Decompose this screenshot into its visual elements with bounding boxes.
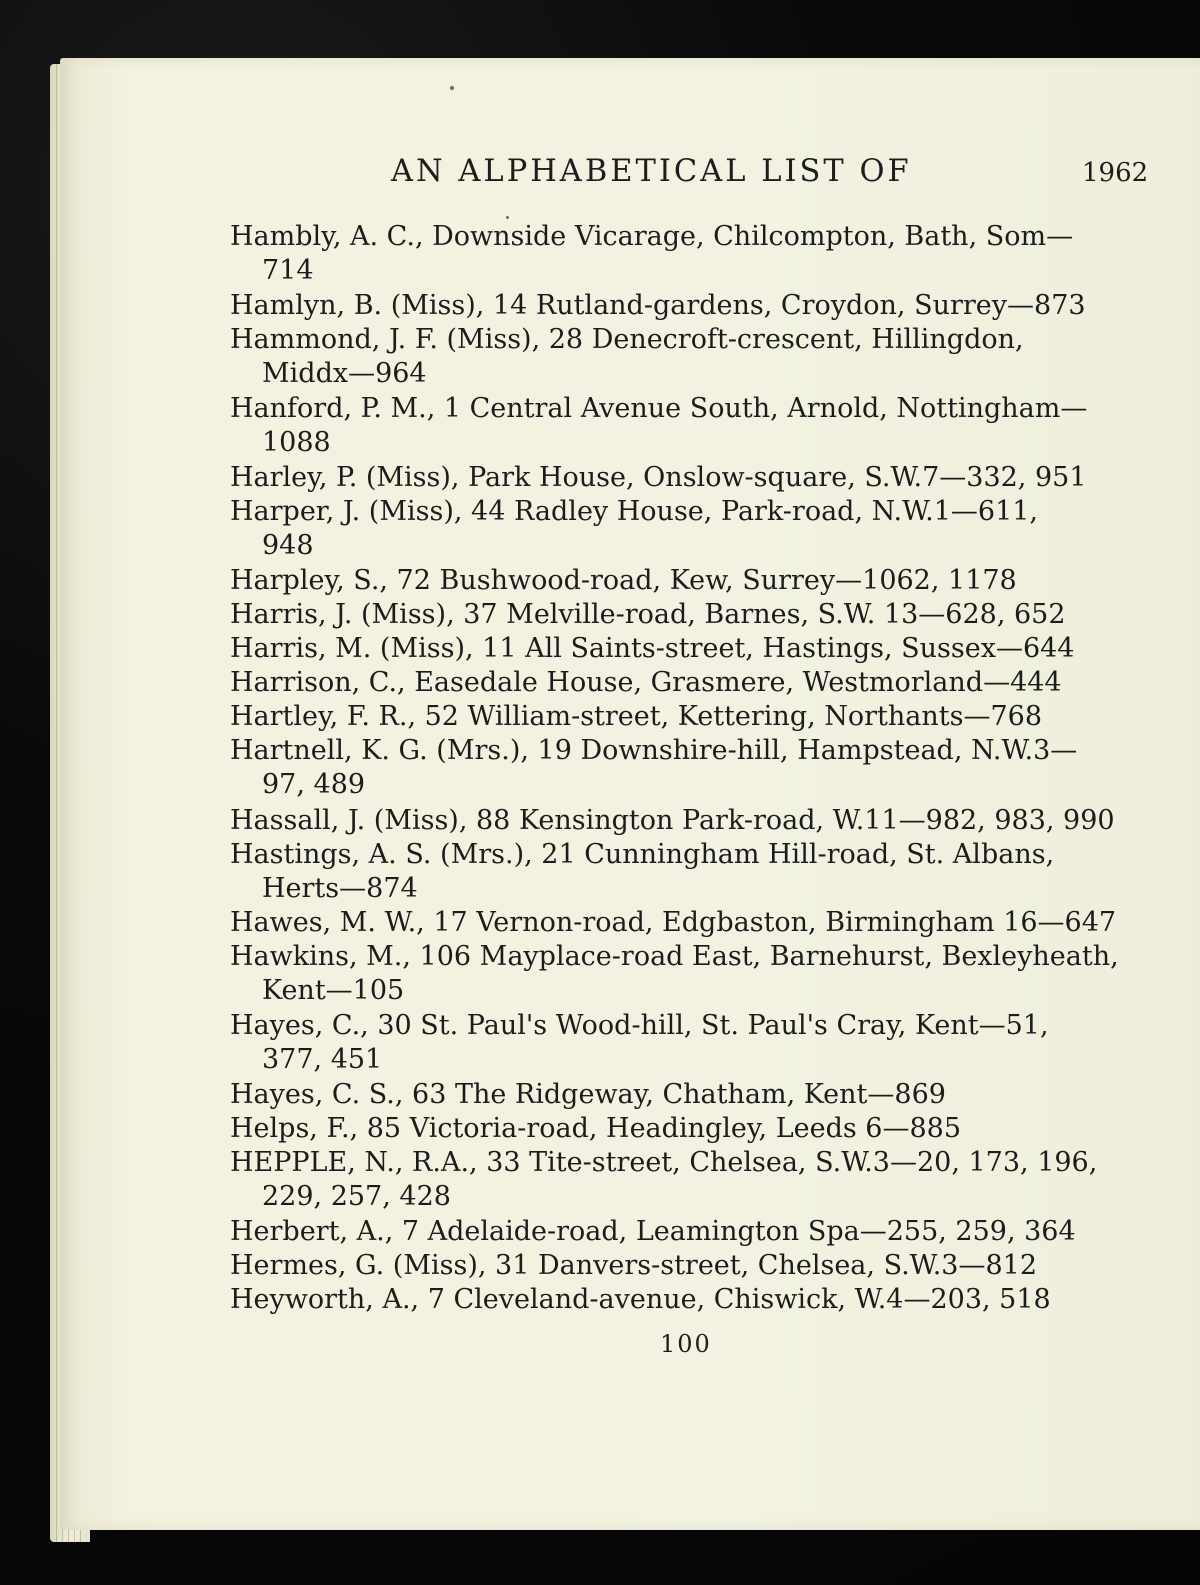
list-entry: Hawes, M. W., 17 Vernon-road, Edgbaston, Birmingham 16—647	[230, 907, 1117, 938]
list-entry: Hamlyn, B. (Miss), 14 Rutland-gardens, Croydon, Surrey—873	[230, 290, 1086, 321]
paper-speck	[450, 86, 454, 90]
list-entry: Hawkins, M., 106 Mayplace-road East, Barnehurst, Bexleyheath, Kent—105	[230, 941, 1119, 1006]
running-header	[60, 146, 1200, 194]
list-entry: Harper, J. (Miss), 44 Radley House, Park-road, N.W.1—611, 948	[230, 496, 1039, 561]
list-entry: Harris, J. (Miss), 37 Melville-road, Barnes, S.W. 13—628, 652	[230, 599, 1066, 630]
list-entry: Herbert, A., 7 Adelaide-road, Leamington Spa—255, 259, 364	[230, 1216, 1076, 1247]
list-entry: Hassall, J. (Miss), 88 Kensington Park-road, W.11—982, 983, 990	[230, 805, 1115, 836]
header-title: AN ALPHABETICAL LIST OF	[391, 154, 912, 189]
list-entry: HEPPLE, N., R.A., 33 Tite-street, Chelsea, S.W.3—20, 173, 196, 229, 257, 428	[230, 1147, 1098, 1212]
paper-speck	[506, 216, 509, 219]
header-year: 1962	[1082, 158, 1149, 188]
list-entry: Hermes, G. (Miss), 31 Danvers-street, Chelsea, S.W.3—812	[230, 1250, 1038, 1281]
list-entry: Harley, P. (Miss), Park House, Onslow-square, S.W.7—332, 951	[230, 462, 1087, 493]
list-entry: Hartley, F. R., 52 William-street, Kettering, Northants—768	[230, 701, 1043, 732]
list-entry: Harris, M. (Miss), 11 All Saints-street, Hastings, Sussex—644	[230, 633, 1075, 664]
page-number: 100	[660, 1330, 712, 1358]
list-entry: Heyworth, A., 7 Cleveland-avenue, Chiswick, W.4—203, 518	[230, 1284, 1051, 1315]
list-entry: Harpley, S., 72 Bushwood-road, Kew, Surrey—1062, 1178	[230, 565, 1017, 596]
list-entry: Harrison, C., Easedale House, Grasmere, Westmorland—444	[230, 667, 1062, 698]
list-entry: Hammond, J. F. (Miss), 28 Denecroft-crescent, Hillingdon, Middx—964	[230, 324, 1024, 389]
list-entry: Hartnell, K. G. (Mrs.), 19 Downshire-hill, Hampstead, N.W.3— 97, 489	[230, 735, 1078, 800]
list-entry: Hastings, A. S. (Mrs.), 21 Cunningham Hill-road, St. Albans, Herts—874	[230, 839, 1055, 904]
list-entry: Hayes, C. S., 63 The Ridgeway, Chatham, Kent—869	[230, 1079, 946, 1110]
list-entry: Hanford, P. M., 1 Central Avenue South, Arnold, Nottingham— 1088	[230, 393, 1088, 458]
list-entry: Hayes, C., 30 St. Paul's Wood-hill, St. Paul's Cray, Kent—51, 377, 451	[230, 1010, 1049, 1075]
list-entry: Hambly, A. C., Downside Vicarage, Chilcompton, Bath, Som— 714	[230, 221, 1074, 286]
list-entry: Helps, F., 85 Victoria-road, Headingley, Leeds 6—885	[230, 1113, 962, 1144]
